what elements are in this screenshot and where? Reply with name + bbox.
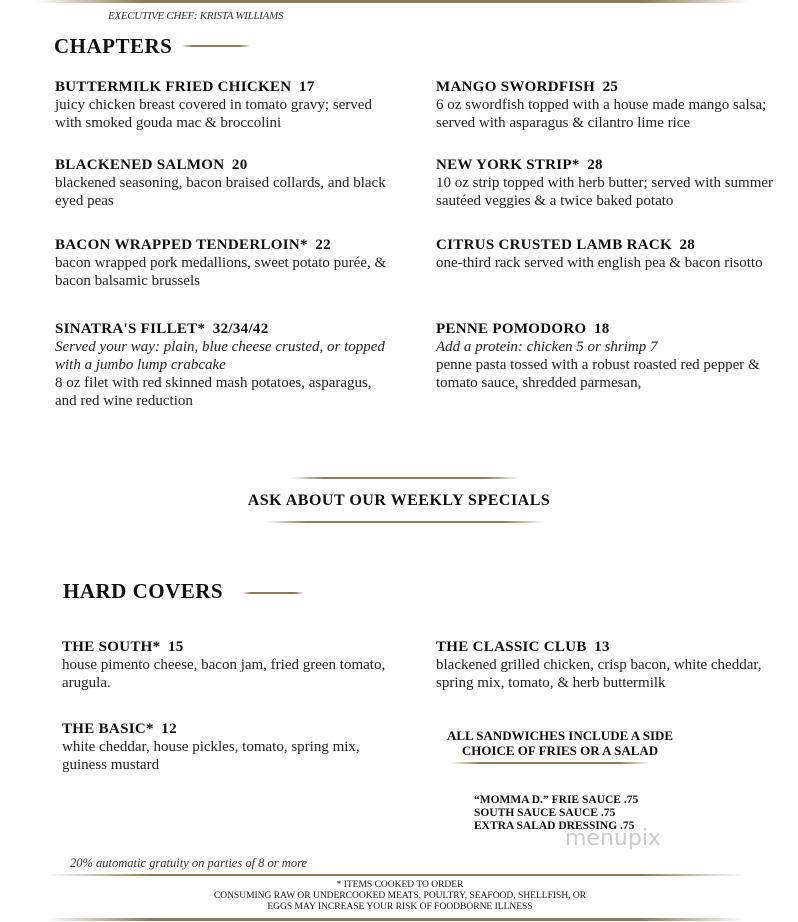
menu-item: BUTTERMILK FRIED CHICKEN 17 juicy chicken breast covered in tomato gravy; served with smoked gouda mac & broccolini xyxy=(55,79,372,131)
menu-item: THE SOUTH* 15 house pimento cheese, bacon jam, fried green tomato, arugula. xyxy=(62,639,386,691)
divider xyxy=(45,918,745,921)
menu-item: BACON WRAPPED TENDERLOIN* 22 bacon wrapped pork medallions, sweet potato purée, & bacon balsamic brussels xyxy=(55,237,387,289)
divider xyxy=(35,0,750,3)
title-rule xyxy=(242,592,304,594)
sauce-list: “MOMMA D.” FRIE SAUCE .75 SOUTH SAUCE SAUCE .75 EXTRA SALAD DRESSING .75 xyxy=(474,794,639,832)
menu-item: SINATRA'S FILLET* 32/34/42 Served your way: plain, blue cheese crusted, or topped with a jumbo lump crabcake 8 oz filet with red skinned mash potatoes, asparagus, and red wine reduction xyxy=(55,321,385,409)
menu-item: THE BASIC* 12 white cheddar, house pickles, tomato, spring mix, guiness mustard xyxy=(62,721,360,773)
menu-item: CITRUS CRUSTED LAMB RACK 28 one-third rack served with english pea & bacon risotto xyxy=(436,237,763,271)
sides-note: ALL SANDWICHES INCLUDE A SIDE CHOICE OF FRIES OR A SALAD xyxy=(446,728,674,758)
weekly-specials: ASK ABOUT OUR WEEKLY SPECIALS xyxy=(247,492,551,509)
section-title-hard-covers: HARD COVERS xyxy=(63,579,224,603)
menu-item: MANGO SWORDFISH 25 6 oz swordfish topped with a house made mango salsa; served with asparagus & cilantro lime rice xyxy=(436,79,767,131)
divider xyxy=(450,762,650,764)
divider xyxy=(290,477,520,479)
menu-item: PENNE POMODORO 18 Add a protein: chicken 5 or shrimp 7 penne pasta tossed with a robust roasted red pepper & tomato sauce, shredded parmesan, xyxy=(436,321,760,391)
executive-chef: EXECUTIVE CHEF: KRISTA WILLIAMS xyxy=(108,10,284,22)
title-rule xyxy=(182,45,250,47)
watermark: menupix xyxy=(565,826,661,851)
section-title-chapters: CHAPTERS xyxy=(54,34,173,58)
divider xyxy=(45,874,745,876)
menu-item: BLACKENED SALMON 20 blackened seasoning, bacon braised collards, and black eyed peas xyxy=(55,157,386,209)
disclaimer: * ITEMS COOKED TO ORDER CONSUMING RAW OR UNDERCOOKED MEATS, POULTRY, SEAFOOD, SHELLFISH, OR EGGS MAY INCREASE YOUR RISK OF FOODBORNE ILLNESS xyxy=(213,880,587,912)
menu-item: THE CLASSIC CLUB 13 blackened grilled chicken, crisp bacon, white cheddar, spring mix, tomato, & herb buttermilk xyxy=(436,639,762,691)
divider xyxy=(265,521,545,523)
gratuity-note: 20% automatic gratuity on parties of 8 or more xyxy=(70,856,308,870)
menu-item: NEW YORK STRIP* 28 10 oz strip topped with herb butter; served with summer sautéed veggies & a twice baked potato xyxy=(436,157,774,209)
